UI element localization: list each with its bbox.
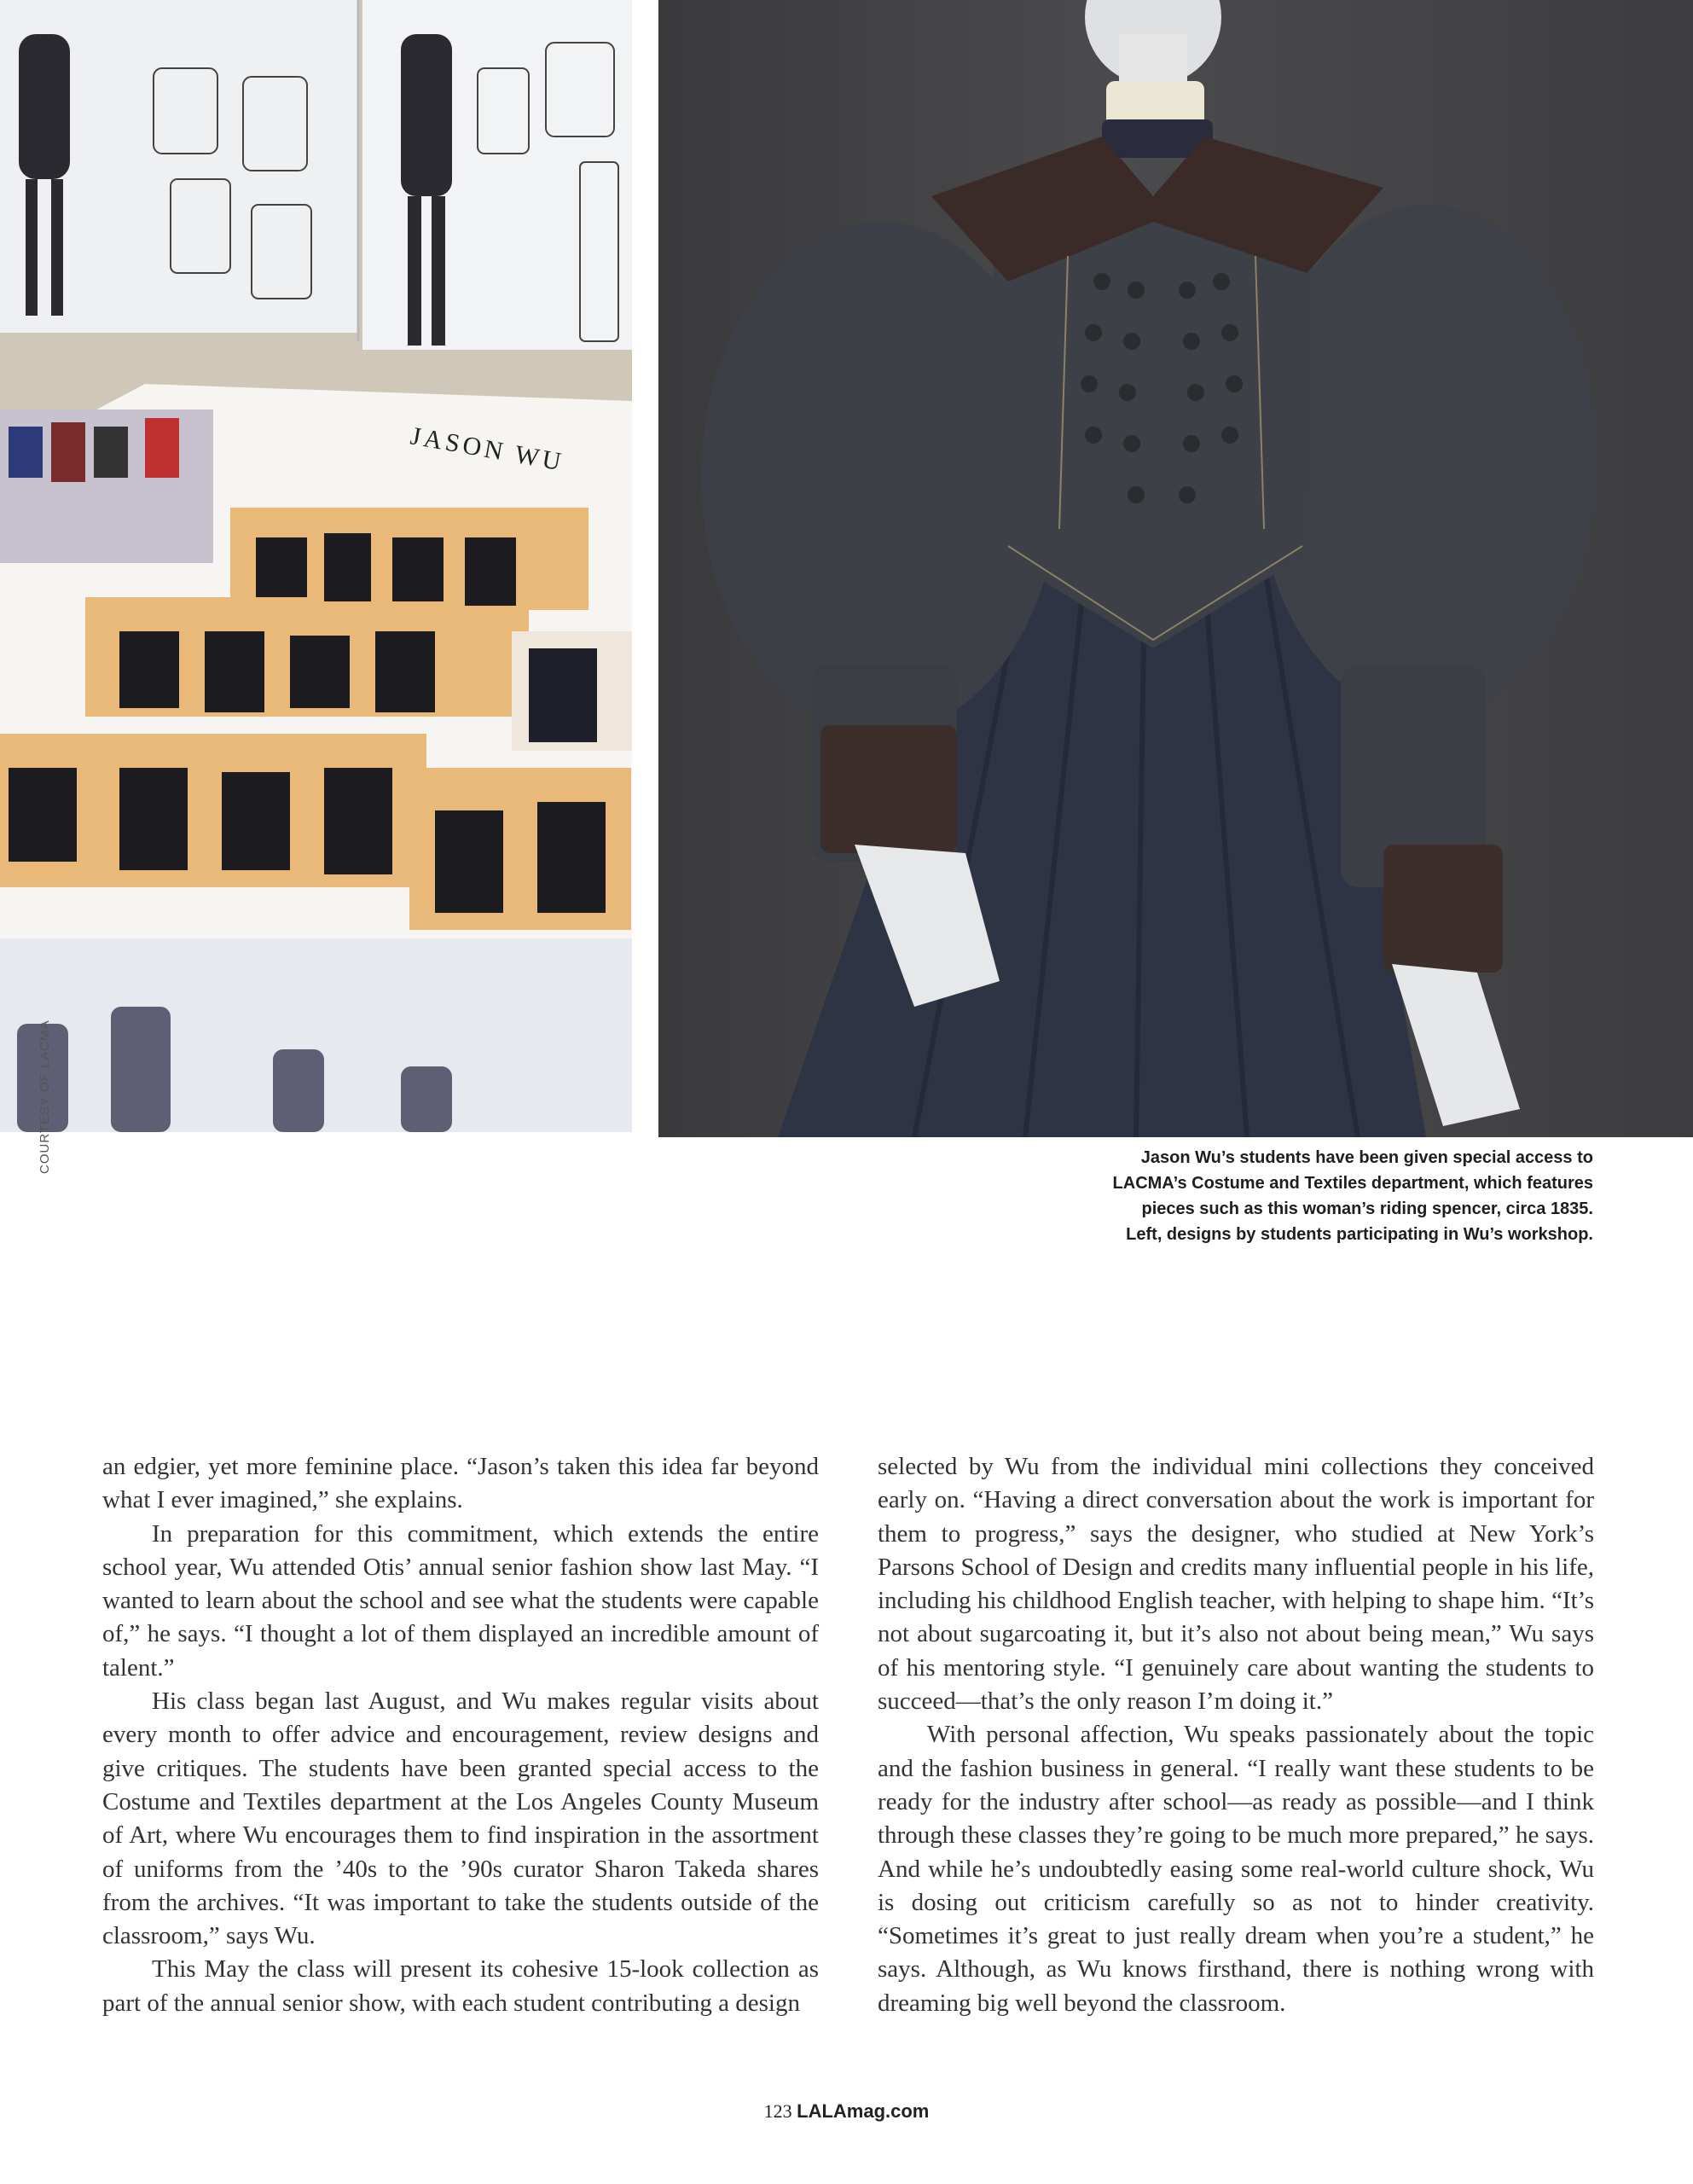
caption-line: LACMA’s Costume and Textiles department, which features [1112, 1174, 1593, 1193]
caption-line: Jason Wu’s students have been given special access to [1140, 1148, 1593, 1167]
student-designs-photo [0, 0, 632, 1132]
article-column-right [878, 1450, 1594, 2020]
page-number: 123 [763, 2100, 792, 2122]
article-paragraph: selected by Wu from the individual mini collections they conceived early on. “Having a direct conversation about the work is important for them to progress,” says the designer, who studied at New York’s Parsons School of Design and credits many influential people in his life, including his childhood English teacher, with helping to shape him. “It’s not about sugarcoating it, but it’s also not about being mean,” Wu says of his mentoring style. “I genuinely care about wanting the students to succeed—that’s the only reason I’m doing it.” [878, 1453, 1594, 1716]
design-boards-illustration [0, 0, 632, 1132]
article-paragraph: With personal affection, Wu speaks passionately about the topic and the fashion business in general. “I really want these students to be ready for the industry after school—as ready as possible—and I think through these classes they’re going to be much more prepared,” he says. And while he’s undoubtedly easing some real-world culture shock, Wu is dosing out criticism carefully so as not to hinder creativity. “Sometimes it’s great to just really dream when you’re a student,” he says. Although, as Wu knows firsthand, there is nothing wrong with dreaming big well beyond the classroom. [878, 1721, 1594, 2017]
caption-line: Left, designs by students participating in Wu’s workshop. [1126, 1225, 1593, 1244]
riding-spencer-illustration [658, 0, 1693, 1137]
page-footer [0, 2100, 1693, 2123]
site-url: LALAmag.com [797, 2100, 930, 2122]
riding-spencer-photo [658, 0, 1693, 1137]
article-paragraph: an edgier, yet more feminine place. “Jason’s taken this idea far beyond what I ever imagined,” she explains. [102, 1453, 819, 1514]
article-paragraph: This May the class will present its cohesive 15-look collection as part of the annual senior show, with each student contributing a design [102, 1955, 819, 2017]
board-title: JASON WU [408, 421, 567, 477]
caption-line: pieces such as this woman’s riding spencer, circa 1835. [1141, 1199, 1593, 1218]
article-paragraph: His class began last August, and Wu makes regular visits about every month to offer advice and encouragement, review designs and give critiques. The students have been granted special access to the Costume and Textiles department at the Los Angeles County Museum of Art, where Wu encourages them to find inspiration in the assortment of uniforms from the ’40s to the ’90s curator Sharon Takeda shares from the archives. “It was important to take the students outside of the classroom,” says Wu. [102, 1687, 819, 1950]
photo-credit: COURTESY OF LACMA [38, 1019, 52, 1174]
photo-caption [996, 1145, 1593, 1247]
article-column-left [102, 1450, 819, 2020]
article-paragraph: In preparation for this commitment, which extends the entire school year, Wu attended Otis’ annual senior fashion show last May. “I wanted to learn about the school and see what the students were capable of,” he says. “I thought a lot of them displayed an incredible amount of talent.” [102, 1519, 819, 1682]
